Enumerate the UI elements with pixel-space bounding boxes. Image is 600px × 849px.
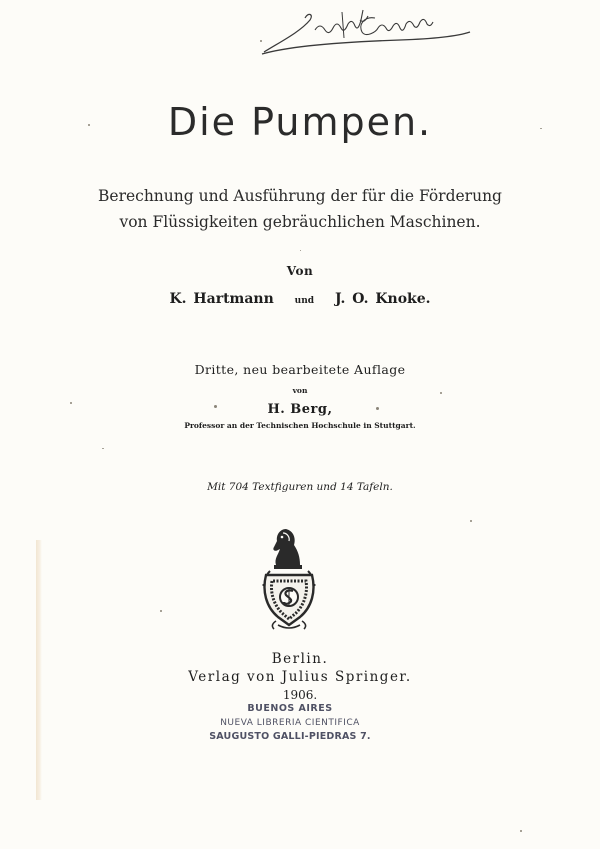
stamp-line-2: NUEVA LIBRERIA CIENTIFICA xyxy=(220,718,360,728)
book-title: Die Pumpen. xyxy=(167,100,433,144)
subtitle-line-2: von Flüssigkeiten gebräuchlichen Maschinen. xyxy=(119,213,481,231)
author-knoke: J. O. Knoke. xyxy=(334,291,431,307)
book-subtitle xyxy=(0,183,600,235)
by-label: Von xyxy=(286,264,314,278)
imprint-city: Berlin. xyxy=(271,651,329,667)
bookseller-stamp xyxy=(180,702,400,744)
figures-note: Mit 704 Textfiguren und 14 Tafeln. xyxy=(207,481,393,493)
imprint-year: 1906. xyxy=(282,688,318,702)
stamp-line-1: BUENOS AIRES xyxy=(247,703,333,714)
edition-by-label: von xyxy=(292,386,308,395)
author-hartmann: K. Hartmann xyxy=(169,291,274,307)
authors-line xyxy=(0,291,600,307)
editor-name: H. Berg, xyxy=(267,402,333,417)
handwritten-signature xyxy=(250,2,480,62)
edition-label: Dritte, neu bearbeitete Auflage xyxy=(194,362,406,377)
imprint-publisher: Verlag von Julius Springer. xyxy=(188,669,412,685)
publisher-logo-icon xyxy=(256,525,322,633)
subtitle-line-1: Berechnung und Ausführung der für die Förderung xyxy=(98,187,502,205)
author-conjunction: und xyxy=(294,296,315,306)
stamp-line-3: SAUGUSTO GALLI-PIEDRAS 7. xyxy=(209,731,371,742)
editor-affiliation: Professor an der Technischen Hochschule in Stuttgart. xyxy=(184,421,416,430)
